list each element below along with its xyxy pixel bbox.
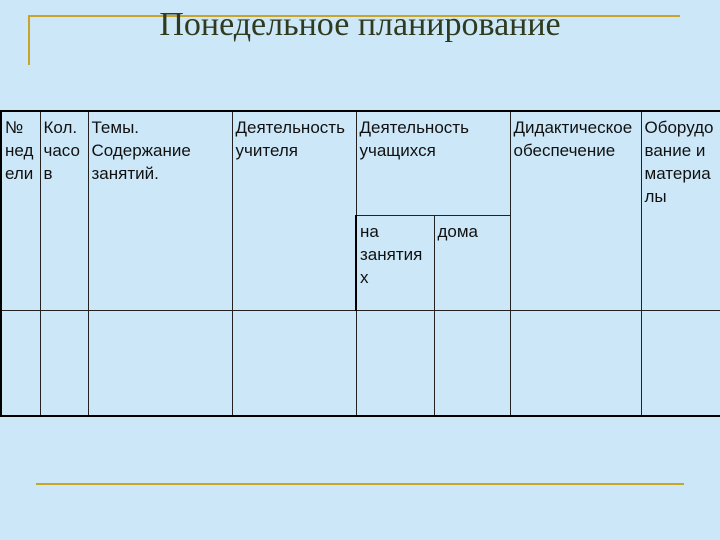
subheader-at-home: дома xyxy=(434,216,510,311)
table-cell xyxy=(434,311,510,417)
header-didactic: Дидактическое обеспечение xyxy=(510,111,641,311)
table-cell xyxy=(641,311,720,417)
header-week: № недели xyxy=(1,111,40,311)
header-topics: Темы. Содержание занятий. xyxy=(88,111,232,311)
table-header-row xyxy=(1,111,720,216)
table-cell xyxy=(1,311,40,417)
header-teacher-activity: Деятельность учителя xyxy=(232,111,356,311)
table-cell xyxy=(232,311,356,417)
subheader-in-class: на занятиях xyxy=(356,216,434,311)
table-cell xyxy=(88,311,232,417)
decorative-bottom-line xyxy=(36,483,684,485)
table-cell xyxy=(40,311,88,417)
table-cell xyxy=(356,311,434,417)
slide-title: Понедельное планирование xyxy=(159,6,561,43)
table-cell xyxy=(510,311,641,417)
table-row xyxy=(1,311,720,417)
header-student-activity: Деятельность учащихся xyxy=(356,111,510,216)
header-equipment: Оборудование и материалы xyxy=(641,111,720,311)
header-hours: Кол. часов xyxy=(40,111,88,311)
planning-table xyxy=(0,110,720,417)
